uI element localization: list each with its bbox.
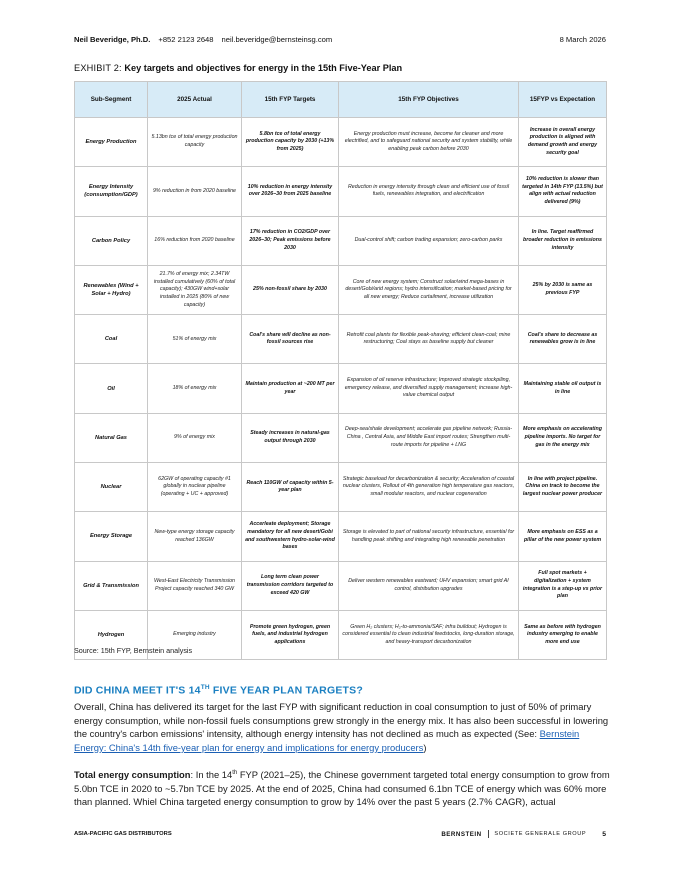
expectation-cell: 10% reduction is slower than targeted in 14th FYP (13.5%) but align with actual reduction delivered (9%) [519,167,607,216]
actual-cell: 5.13bn tce of total energy production capacity [148,118,242,167]
actual-cell: 51% of energy mix [148,315,242,364]
table-row [75,315,607,364]
expectation-cell: Coal's share to decrease as renewables grow is in line [519,315,607,364]
ordinal-sup: th [232,769,238,776]
objectives-cell: Deep-sea/shale development; accelerate gas pipeline network; Russia-China , Central Asia, and Middle East import routes; Strengthen multi-route imports for pipeline + LNG [339,413,519,462]
targets-cell: Coal's share will decline as non-fossil sources rise [242,315,339,364]
objectives-cell: Green H₂ clusters; H₂-to-ammonia/SAF; infra buildout; Hydrogen is considered essential to clean industrial feedstocks, long-duration storage, and heavy-transport decarbonization [339,610,519,659]
segment-cell: Coal [75,315,148,364]
expectation-cell: Same as before with hydrogen industry emerging to enable more end use [519,610,607,659]
page-footer [74,828,606,840]
footer-section-label: ASIA-PACIFIC GAS DISTRIBUTORS [74,831,172,837]
targets-cell: 25% non-fossil share by 2030 [242,265,339,314]
actual-cell: 21.7% of energy mix; 2.34TW installed cumulatively (60% of total capacity); 430GW wind+solar installed in 2025 (80% of new capacity) [148,265,242,314]
exhibit-title [74,63,402,73]
page-header [74,35,606,47]
exhibit-label: EXHIBIT 2: [74,63,122,73]
expectation-cell: In line. Target reaffirmed broader reduction in emissions intensity [519,216,607,265]
actual-cell: 62GW of operating capacity #1 globally in nuclear pipeline (operating + UC + approved) [148,463,242,512]
exhibit-source: Source: 15th FYP, Bernstein analysis [74,646,193,655]
table-row [75,216,607,265]
column-header: 15th FYP Targets [242,82,339,118]
section-heading-text: DID CHINA MEET IT'S 14 [74,684,201,697]
targets-cell: Promote green hydrogen, green fuels, and industrial hydrogen applications [242,610,339,659]
section-heading-text-end: FIVE YEAR PLAN TARGETS? [209,684,363,697]
column-header: 15th FYP Objectives [339,82,519,118]
targets-cell: 10% reduction in energy intensity over 2026–30 from 2025 baseline [242,167,339,216]
segment-cell: Hydrogen [75,610,148,659]
report-link[interactable]: Bernstein Energy: China's 14th five-year plan for energy and implications for energy producers [74,728,580,753]
segment-cell: Natural Gas [75,413,148,462]
actual-cell: 9% of energy mix [148,413,242,462]
author-email[interactable]: neil.beveridge@bernsteinsg.com [221,35,333,44]
paragraph-lead: Total energy consumption [74,769,191,780]
targets-cell: Reach 110GW of capacity within 5-year plan [242,463,339,512]
body-paragraph [74,700,614,754]
actual-cell: West-East Electricity Transmission Project capacity reached 340 GW [148,561,242,610]
expectation-cell: Increase in overall energy production is aligned with demand growth and energy security goal [519,118,607,167]
table-row [75,118,607,167]
author-phone: +852 2123 2648 [158,35,214,44]
actual-cell: 18% of energy mix [148,364,242,413]
group-logo: SOCIETE GENERALE GROUP [494,831,587,837]
logo-divider [488,830,489,838]
table-header-row [75,82,607,118]
energy-targets-table [74,81,607,660]
segment-cell: Energy Storage [75,512,148,561]
objectives-cell: Deliver western renewables eastward; UHV expansion; smart grid AI control, distribution upgrades [339,561,519,610]
targets-cell: Maintain production at ~200 MT per year [242,364,339,413]
report-date: 8 March 2026 [559,35,606,44]
table-row [75,364,607,413]
column-header: Sub-Segment [75,82,148,118]
table-row [75,512,607,561]
page-number: 5 [602,830,606,838]
targets-cell: 5.8bn tce of total energy production capacity by 2030 (+13% from 2025) [242,118,339,167]
paragraph-text-end: ) [423,741,427,753]
column-header: 2025 Actual [148,82,242,118]
actual-cell: 9% reduction in from 2020 baseline [148,167,242,216]
table-row [75,265,607,314]
section-heading [74,684,363,697]
targets-cell: 17% reduction in CO2/GDP over 2026–30; Peak emissions before 2030 [242,216,339,265]
table-row [75,167,607,216]
segment-cell: Oil [75,364,148,413]
objectives-cell: Storage is elevated to part of national security infrastructure, essential for handling peak shifting and integrating high renewable penetration [339,512,519,561]
segment-cell: Renewables (Wind + Solar + Hydro) [75,265,148,314]
expectation-cell: In line with project pipeline. China on track to become the largest nuclear power producer [519,463,607,512]
segment-cell: Energy Intensity (consumption/GDP) [75,167,148,216]
objectives-cell: Strategic baseload for decarbonization & security; Acceleration of coastal nuclear clusters, Rollout of 4th generation high temperature gas reactors, small modular reactors, and nuclear cogeneration [339,463,519,512]
author-name: Neil Beveridge, Ph.D. [74,35,151,44]
body-paragraph [74,768,614,809]
table-row [75,413,607,462]
segment-cell: Grid & Transmission [75,561,148,610]
expectation-cell: Maintaining stable oil output is in line [519,364,607,413]
objectives-cell: Expansion of oil reserve infrastructure; Improved strategic stockpiling, emergency release, and diversified supply management; increase high-value chemical output [339,364,519,413]
actual-cell: 16% reduction from 2020 baseline [148,216,242,265]
segment-cell: Nuclear [75,463,148,512]
objectives-cell: Core of new energy system; Construct solar/wind mega-bases in desert/Gobi/arid regions; hydro intensification; market-based pricing for all new energy; Reduce curtailment, increase utilization [339,265,519,314]
expectation-cell: More emphasis on ESS as a pillar of the new power system [519,512,607,561]
segment-cell: Carbon Policy [75,216,148,265]
paragraph-text: Overall, China has delivered its target for the last FYP with significant reduction in coal consumption to just of 50% of primary energy consumption, while non-fossil fuels consumptions grew strongly in the energy mix. It has also been successful in lowering the country's carbon emissions' intensity, although energy intensity has not declined as much as expected (See: [74,701,609,740]
expectation-cell: Full spot markets + digitalization + system integration is a step-up vs prior plan [519,561,607,610]
targets-cell: Long term clean power transmission corridors targeted to exceed 420 GW [242,561,339,610]
paragraph-text: : In the 14 [190,769,233,780]
paragraph-text-end: FYP (2021–25), the Chinese government targeted total energy consumption to grow from 5.0bn TCE in 2020 to ~5.7bn TCE by 2025. At the end of 2025, China had consumed 6.1bn TCE of energy which was 60% more than planned. Whiel China targeted energy consumption to grow by 14% over the past 5 years (2.7% CAGR), actual [74,769,610,808]
targets-cell: Accerleate deployment; Storage mandatory for all new desert/Gobi and southwestern hydro-solar-wind bases [242,512,339,561]
actual-cell: New-type energy storage capacity reached 136GW [148,512,242,561]
objectives-cell: Reduction in energy intensity through clean and efficient use of fossil fuels, renewables integration, and electrification [339,167,519,216]
segment-cell: Energy Production [75,118,148,167]
objectives-cell: Dual-control shift; carbon trading expansion; zero-carbon parks [339,216,519,265]
exhibit-heading: Key targets and objectives for energy in the 15th Five-Year Plan [124,63,403,73]
section-heading-sup: TH [200,684,210,691]
objectives-cell: Retrofit coal plants for flexible peak-shaving; efficient clean-coal; mine restructuring; Coal stays as baseline supply but cleaner [339,315,519,364]
column-header: 15FYP vs Expectation [519,82,607,118]
table-row [75,561,607,610]
table-row [75,463,607,512]
expectation-cell: 25% by 2030 is same as previous FYP [519,265,607,314]
actual-cell: Emerging industry [148,610,242,659]
objectives-cell: Energy production must increase, become far cleaner and more electrified, and to safeguard national security and system stability, while enabling peak carbon before 2030 [339,118,519,167]
bernstein-logo: BERNSTEIN [441,830,482,838]
expectation-cell: More emphasis on accelerating pipeline imports. No target for gas in the energy mix [519,413,607,462]
targets-cell: Steady increases in natural-gas output through 2030 [242,413,339,462]
